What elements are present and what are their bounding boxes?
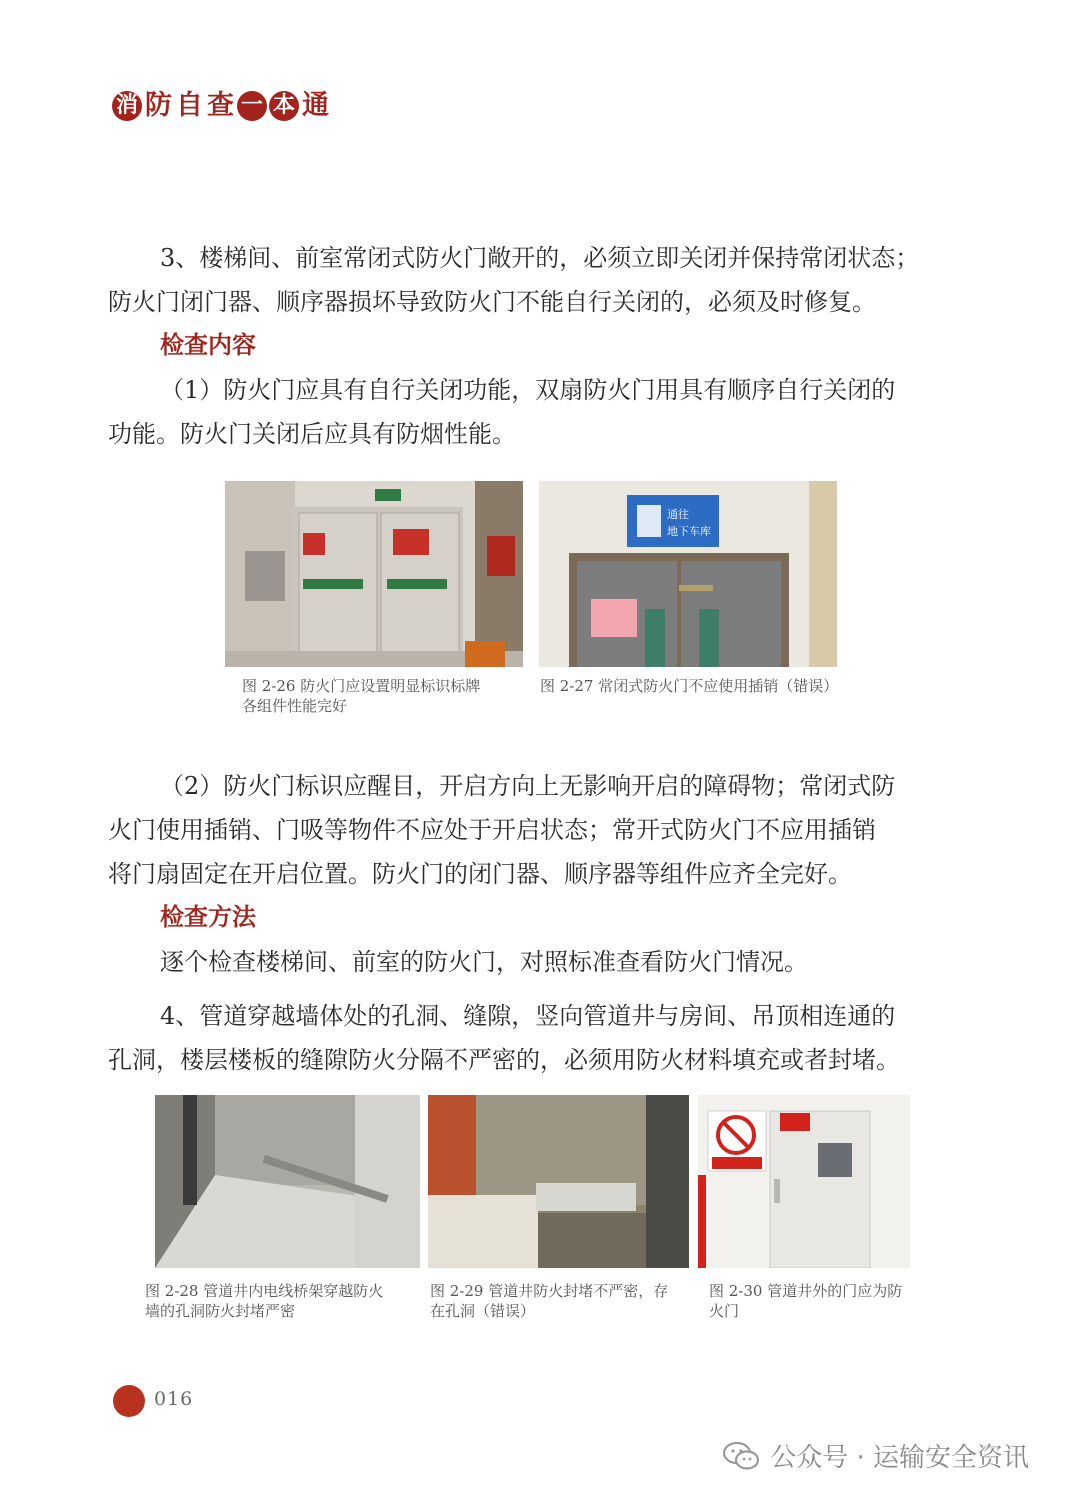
photo-shaft-fire-door xyxy=(698,1095,910,1268)
caption-fig-2-29 xyxy=(430,1281,700,1321)
wechat-icon xyxy=(722,1441,760,1471)
item-1 xyxy=(108,368,958,456)
photo-illustration xyxy=(428,1095,689,1268)
caption-line: 在孔洞（错误） xyxy=(430,1302,536,1320)
caption-line: 图 2-28 管道井内电线桥架穿越防火 xyxy=(145,1282,384,1300)
text-line: 将门扇固定在开启位置。防火门的闭门器、顺序器等组件应齐全完好。 xyxy=(108,860,852,888)
caption-line: 图 2-30 管道井外的门应为防 xyxy=(709,1282,903,1300)
title-char: 自 xyxy=(176,90,203,121)
text-line: 4、管道穿越墙体处的孔洞、缝隙，竖向管道井与房间、吊顶相连通的 xyxy=(160,1002,896,1030)
title-char: 防 xyxy=(145,90,172,121)
photo-illustration xyxy=(225,481,523,667)
photo-illustration xyxy=(698,1095,910,1268)
photo-illustration xyxy=(539,481,837,667)
book-title xyxy=(112,86,330,126)
photo-illustration xyxy=(155,1095,420,1268)
caption-line: 图 2-29 管道井防火封堵不严密，存 xyxy=(430,1282,669,1300)
text-line: 功能。防火门关闭后应具有防烟性能。 xyxy=(108,420,516,448)
caption-fig-2-28 xyxy=(145,1281,425,1321)
heading-check-method: 检查方法 xyxy=(160,903,256,931)
paragraph-3 xyxy=(108,236,958,324)
text-line: 孔洞，楼层楼板的缝隙防火分隔不严密的，必须用防火材料填充或者封堵。 xyxy=(108,1046,900,1074)
photo-cable-tray-sealing xyxy=(155,1095,420,1268)
caption-fig-2-30 xyxy=(709,1281,939,1321)
photo-pipe-shaft-gap xyxy=(428,1095,689,1268)
title-char: 本 xyxy=(269,91,299,121)
photo-fire-door-signage xyxy=(225,481,523,667)
item-2 xyxy=(108,764,958,896)
page-marker xyxy=(113,1385,145,1417)
watermark-text: 公众号 · 运输安全资讯 xyxy=(770,1443,1029,1473)
title-char: 一 xyxy=(237,91,267,121)
page-number: 016 xyxy=(154,1388,194,1410)
title-char: 查 xyxy=(207,90,234,121)
watermark xyxy=(722,1437,1029,1474)
caption-line: 火门 xyxy=(709,1302,740,1320)
text-line: 3、楼梯间、前室常闭式防火门敞开的，必须立即关闭并保持常闭状态； xyxy=(160,244,920,272)
caption-line: 图 2-26 防火门应设置明显标识标牌 xyxy=(242,677,481,695)
paragraph-4 xyxy=(108,994,958,1082)
text-line: （1）防火门应具有自行关闭功能，双扇防火门用具有顺序自行关闭的 xyxy=(160,376,896,404)
title-char: 消 xyxy=(112,91,142,121)
text-line: 逐个检查楼梯间、前室的防火门，对照标准查看防火门情况。 xyxy=(160,948,808,976)
sign-text-line1: 通往 xyxy=(667,508,689,521)
text-line: 火门使用插销、门吸等物件不应处于开启状态；常开式防火门不应用插销 xyxy=(108,816,876,844)
text-line: 防火门闭门器、顺序器损坏导致防火门不能自行关闭的，必须及时修复。 xyxy=(108,288,876,316)
caption-fig-2-27: 图 2-27 常闭式防火门不应使用插销（错误） xyxy=(540,677,839,695)
sign-text-line2: 地下车库 xyxy=(667,525,711,538)
photo-fire-door-bolt xyxy=(539,481,837,667)
method-text xyxy=(108,940,958,984)
caption-line: 各组件性能完好 xyxy=(242,697,348,715)
caption-line: 墙的孔洞防火封堵严密 xyxy=(145,1302,296,1320)
title-char: 通 xyxy=(302,90,329,121)
caption-fig-2-26 xyxy=(242,676,532,716)
text-line: （2）防火门标识应醒目，开启方向上无影响开启的障碍物；常闭式防 xyxy=(160,772,896,800)
heading-check-content: 检查内容 xyxy=(160,331,256,359)
